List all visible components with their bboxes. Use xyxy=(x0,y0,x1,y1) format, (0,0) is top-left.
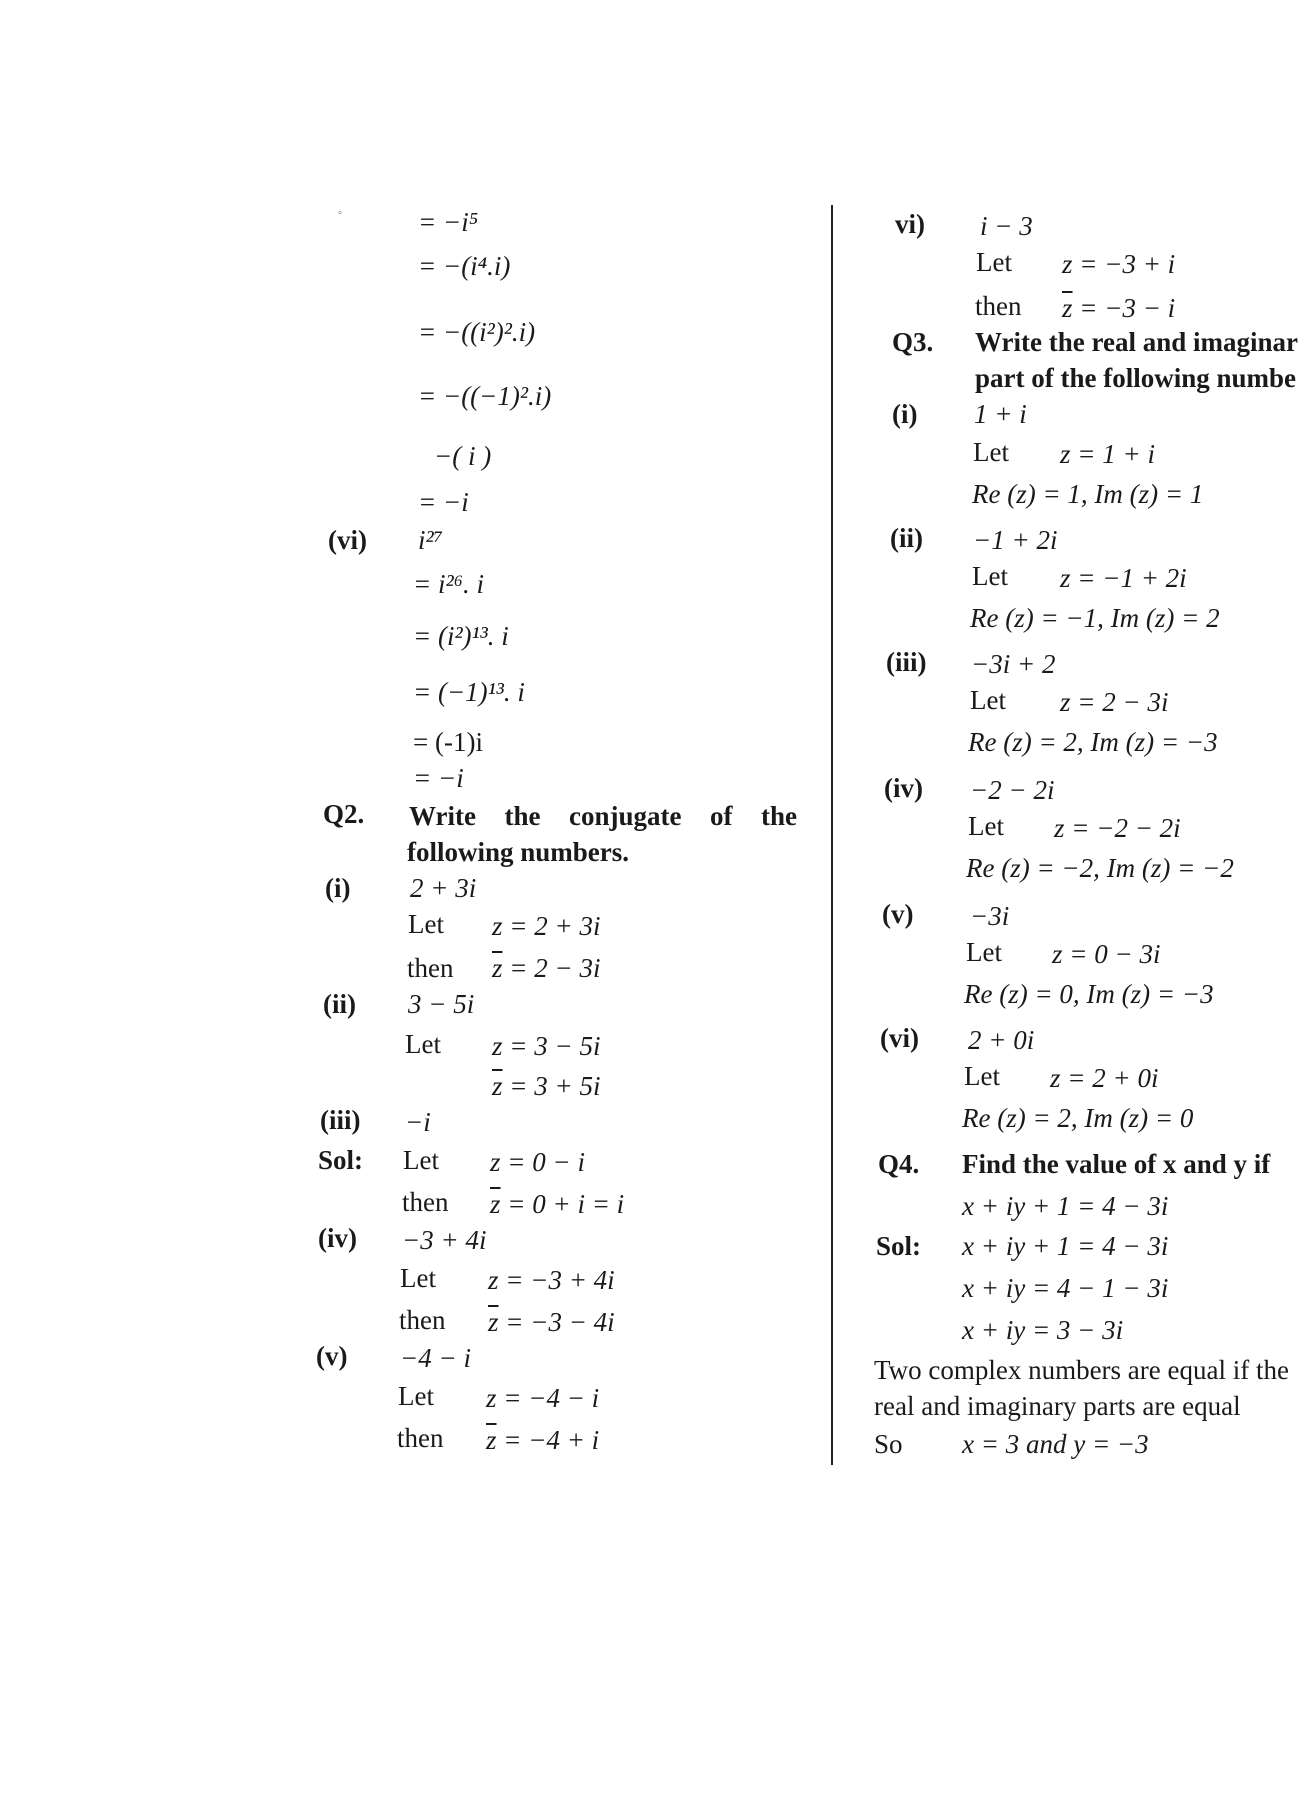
question-label-q4: Q4. xyxy=(878,1149,920,1179)
item-expression: i²⁷ xyxy=(418,525,443,555)
let-word: Let xyxy=(403,1145,439,1175)
derivation-line: = −i⁵ xyxy=(418,207,479,237)
let-word: Let xyxy=(398,1381,434,1411)
derivation-line: = −i xyxy=(413,763,464,793)
item-label: (iii) xyxy=(320,1105,361,1135)
item-label: (v) xyxy=(316,1341,348,1371)
solution-label: Sol: xyxy=(876,1231,922,1261)
z-bar: $\overline{z}$ xyxy=(486,1425,497,1455)
z-definition: z = 2 + 0i xyxy=(1050,1063,1159,1093)
let-word: Let xyxy=(968,811,1004,841)
derivation-line: = (-1)i xyxy=(413,727,483,757)
derivation-line: x + iy = 3 − 3i xyxy=(962,1315,1124,1345)
z-conjugate-value: = −3 − 4i xyxy=(498,1307,615,1337)
item-number: −3i + 2 xyxy=(971,649,1056,679)
derivation-line: = −((i²)².i) xyxy=(418,317,536,347)
re-im-result: Re (z) = −2, Im (z) = −2 xyxy=(966,853,1234,883)
item-label: (vi) xyxy=(880,1023,919,1053)
z-definition: z = 0 − i xyxy=(490,1147,585,1177)
question-label-q3: Q3. xyxy=(892,327,934,357)
question-title-line2: following numbers. xyxy=(407,837,630,867)
item-label: (ii) xyxy=(323,989,356,1019)
title-word: of xyxy=(709,801,733,831)
then-word: then xyxy=(407,953,454,983)
z-conjugate xyxy=(488,1308,615,1338)
let-word: Let xyxy=(970,685,1006,715)
re-im-result: Re (z) = −1, Im (z) = 2 xyxy=(970,603,1220,633)
z-definition: z = −3 + 4i xyxy=(488,1265,615,1295)
re-im-result: Re (z) = 0, Im (z) = −3 xyxy=(964,979,1214,1009)
item-label: (i) xyxy=(325,873,351,903)
column-divider xyxy=(831,205,833,1465)
let-word: Let xyxy=(972,561,1008,591)
then-word: then xyxy=(399,1305,446,1335)
derivation-line: = (i²)¹³. i xyxy=(413,621,509,651)
derivation-line: x + iy + 1 = 4 − 3i xyxy=(962,1231,1169,1261)
z-bar: $\overline{z}$ xyxy=(492,1071,503,1101)
re-im-result: Re (z) = 2, Im (z) = 0 xyxy=(962,1103,1194,1133)
let-word: Let xyxy=(405,1029,441,1059)
item-label: (iv) xyxy=(884,773,923,803)
derivation-line: = (−1)¹³. i xyxy=(413,677,525,707)
item-number: −3 + 4i xyxy=(402,1225,487,1255)
z-bar: $\overline{z}$ xyxy=(488,1307,499,1337)
derivation-line: −( i ) xyxy=(434,441,492,471)
question-title xyxy=(409,802,797,832)
title-word: the xyxy=(504,801,541,831)
item-label: vi) xyxy=(895,209,925,239)
item-number: −4 − i xyxy=(400,1343,471,1373)
z-conjugate-value: = −4 + i xyxy=(496,1425,600,1455)
derivation-line: = −((−1)².i) xyxy=(418,381,552,411)
z-definition: z = 0 − 3i xyxy=(1052,939,1161,969)
solution-label: Sol: xyxy=(318,1145,364,1175)
question-title: Write the real and imaginar xyxy=(975,327,1298,357)
title-word: Write xyxy=(409,801,476,831)
z-definition: z = 3 − 5i xyxy=(492,1031,601,1061)
z-conjugate-value: = 0 + i = i xyxy=(500,1189,625,1219)
z-definition: z = 1 + i xyxy=(1060,439,1155,469)
derivation-line: = −i xyxy=(418,487,469,517)
let-word: Let xyxy=(964,1061,1000,1091)
explanation-text: real and imaginary parts are equal xyxy=(874,1391,1241,1421)
z-definition: z = −3 + i xyxy=(1062,249,1176,279)
z-conjugate xyxy=(492,954,600,984)
z-conjugate xyxy=(1062,294,1175,324)
z-conjugate xyxy=(492,1072,600,1102)
derivation-line: = i²⁶. i xyxy=(413,569,484,599)
let-word: Let xyxy=(976,247,1012,277)
z-bar: $\overline{z}$ xyxy=(490,1189,501,1219)
then-word: then xyxy=(402,1187,449,1217)
item-label: (i) xyxy=(892,399,918,429)
scan-speck: ° xyxy=(338,210,342,221)
question-title-line2: part of the following numbe xyxy=(975,363,1297,393)
derivation-line: = −(i⁴.i) xyxy=(418,251,511,281)
z-conjugate-value: = 3 + 5i xyxy=(502,1071,601,1101)
z-definition: z = 2 − 3i xyxy=(1060,687,1169,717)
item-number: 2 + 3i xyxy=(410,873,477,903)
z-conjugate xyxy=(490,1190,624,1220)
item-number: 1 + i xyxy=(974,399,1027,429)
title-word: the xyxy=(760,801,797,831)
item-number: 2 + 0i xyxy=(968,1025,1035,1055)
derivation-line: x + iy = 4 − 1 − 3i xyxy=(962,1273,1169,1303)
z-conjugate-value: = −3 − i xyxy=(1072,293,1176,323)
item-number: −2 − 2i xyxy=(970,775,1055,805)
re-im-result: Re (z) = 1, Im (z) = 1 xyxy=(972,479,1204,509)
equation: x + iy + 1 = 4 − 3i xyxy=(962,1191,1169,1221)
item-number: 3 − 5i xyxy=(408,989,475,1019)
item-number: −i xyxy=(405,1107,431,1137)
then-word: then xyxy=(397,1423,444,1453)
z-definition: z = 2 + 3i xyxy=(492,911,601,941)
let-word: Let xyxy=(408,909,444,939)
item-number: −3i xyxy=(970,901,1010,931)
item-label-vi: (vi) xyxy=(328,525,367,555)
item-label: (iv) xyxy=(318,1223,357,1253)
question-title: Find the value of x and y if xyxy=(962,1149,1271,1179)
z-definition: z = −4 − i xyxy=(486,1383,600,1413)
z-definition: z = −2 − 2i xyxy=(1054,813,1181,843)
then-word: then xyxy=(975,291,1022,321)
explanation-text: Two complex numbers are equal if the xyxy=(874,1355,1289,1385)
z-definition: z = −1 + 2i xyxy=(1060,563,1187,593)
item-label: (iii) xyxy=(886,647,927,677)
item-number: −1 + 2i xyxy=(973,525,1058,555)
z-conjugate-value: = 2 − 3i xyxy=(502,953,601,983)
z-bar: $\overline{z}$ xyxy=(492,953,503,983)
right-column xyxy=(840,0,1308,1800)
item-number: i − 3 xyxy=(980,211,1033,241)
let-word: Let xyxy=(966,937,1002,967)
z-conjugate xyxy=(486,1426,599,1456)
let-word: Let xyxy=(400,1263,436,1293)
z-bar: $\overline{z}$ xyxy=(1062,293,1073,323)
item-label: (v) xyxy=(882,899,914,929)
item-label: (ii) xyxy=(890,523,923,553)
let-word: Let xyxy=(973,437,1009,467)
title-word: conjugate xyxy=(568,801,682,831)
re-im-result: Re (z) = 2, Im (z) = −3 xyxy=(968,727,1218,757)
final-answer: x = 3 and y = −3 xyxy=(962,1429,1149,1459)
question-label-q2: Q2. xyxy=(323,799,365,829)
so-word: So xyxy=(874,1429,903,1459)
